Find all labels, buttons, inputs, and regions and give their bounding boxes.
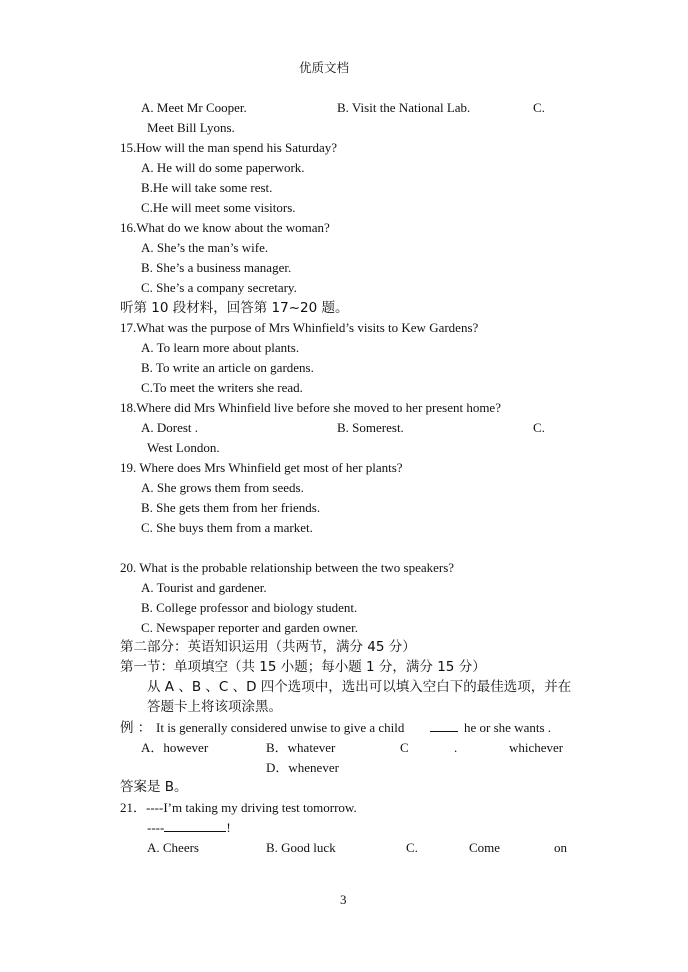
instruction-line-2: 答题卡上将该项涂黑。 bbox=[147, 699, 282, 715]
q21-option-c-letter: C. bbox=[406, 840, 418, 855]
q14-option-a: A. Meet Mr Cooper. bbox=[141, 100, 247, 115]
example-label: 例 ： bbox=[120, 720, 152, 736]
q18-option-a: A. Dorest . bbox=[141, 420, 199, 435]
q14-option-b: B. Visit the National Lab. bbox=[337, 100, 471, 115]
q17-option-b: B. To write an article on gardens. bbox=[141, 360, 314, 375]
q17-stem: 17.What was the purpose of Mrs Whinfield’s visits to Kew Gardens? bbox=[120, 320, 479, 335]
q20-option-b: B. College professor and biology student. bbox=[141, 600, 358, 615]
example-blank bbox=[430, 720, 458, 736]
example-stem-after: he or she wants . bbox=[464, 720, 552, 735]
q16-option-b: B. She’s a business manager. bbox=[141, 260, 292, 275]
q17-option-a: A. To learn more about plants. bbox=[141, 340, 300, 355]
q15-option-c: C.He will meet some visitors. bbox=[141, 200, 296, 215]
q15-stem: 15.How will the man spend his Saturday? bbox=[120, 140, 337, 155]
q21-option-b: B. Good luck bbox=[266, 840, 336, 855]
q14-option-c-text: Meet Bill Lyons. bbox=[147, 120, 235, 135]
example-option-c-letter: C bbox=[400, 740, 409, 755]
q19-stem: 19. Where does Mrs Whinfield get most of her plants? bbox=[120, 460, 403, 475]
q19-option-b: B. She gets them from her friends. bbox=[141, 500, 321, 515]
section-1-heading: 第一节：单项填空（共 15 小题；每小题 1 分，满分 15 分） bbox=[120, 659, 486, 675]
example-option-d: D．whenever bbox=[266, 760, 339, 775]
q21-option-c-word-2: on bbox=[554, 840, 567, 855]
q18-stem: 18.Where did Mrs Whinfield live before she moved to her present home? bbox=[120, 400, 501, 415]
page-number: 3 bbox=[340, 892, 347, 907]
q15-option-a: A. He will do some paperwork. bbox=[141, 160, 305, 175]
example-option-a: A．however bbox=[141, 740, 209, 755]
q14-option-c-letter: C. bbox=[533, 100, 545, 115]
q16-stem: 16.What do we know about the woman? bbox=[120, 220, 330, 235]
instruction-line-1: 从 A 、B 、C 、D 四个选项中，选出可以填入空白下的最佳选项，并在 bbox=[147, 679, 572, 695]
q21-option-c-word-1: Come bbox=[469, 840, 501, 855]
q21-reply bbox=[147, 820, 231, 836]
example-option-c-text: whichever bbox=[509, 740, 564, 755]
example-option-c-dot: . bbox=[454, 740, 458, 755]
q21-reply-prefix: ---- bbox=[147, 820, 165, 835]
example-stem-before: It is generally considered unwise to give a child bbox=[156, 720, 405, 735]
q21-blank bbox=[164, 820, 226, 832]
q20-stem: 20. What is the probable relationship between the two speakers? bbox=[120, 560, 455, 575]
section-10-heading: 听第 10 段材料，回答第 17~20 题。 bbox=[120, 300, 349, 316]
q16-option-c: C. She’s a company secretary. bbox=[141, 280, 297, 295]
part-2-heading: 第二部分：英语知识运用（共两节，满分 45 分） bbox=[120, 639, 416, 655]
example-answer: 答案是 B。 bbox=[120, 779, 188, 795]
q21-reply-suffix: ! bbox=[226, 820, 231, 835]
q16-option-a: A. She’s the man’s wife. bbox=[141, 240, 269, 255]
q18-option-c-letter: C. bbox=[533, 420, 545, 435]
q19-option-a: A. She grows them from seeds. bbox=[141, 480, 304, 495]
q18-option-c-text: West London. bbox=[147, 440, 220, 455]
page-header: 优质文档 bbox=[299, 60, 350, 75]
q21-stem: 21．----I’m taking my driving test tomorrow. bbox=[120, 800, 357, 815]
q18-option-b: B. Somerest. bbox=[337, 420, 404, 435]
q20-option-a: A. Tourist and gardener. bbox=[141, 580, 267, 595]
q15-option-b: B.He will take some rest. bbox=[141, 180, 273, 195]
q17-option-c: C.To meet the writers she read. bbox=[141, 380, 303, 395]
q19-option-c: C. She buys them from a market. bbox=[141, 520, 313, 535]
example-option-b: B．whatever bbox=[266, 740, 336, 755]
q21-option-a: A. Cheers bbox=[147, 840, 199, 855]
q20-option-c: C. Newspaper reporter and garden owner. bbox=[141, 620, 358, 635]
